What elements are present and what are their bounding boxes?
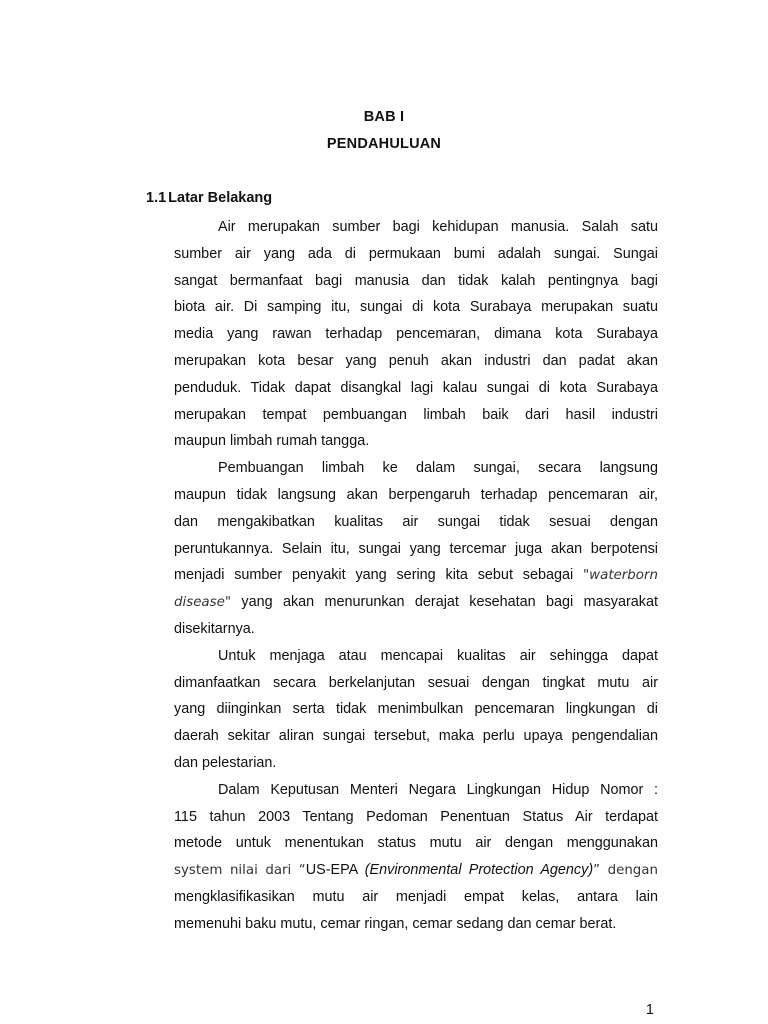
paragraph-1-line: maupun limbah rumah tangga. xyxy=(174,433,370,450)
paragraph-2-line xyxy=(174,562,658,589)
paragraph-1-line: Air merupakan sumber bagi kehidupan manusia. Salah satu xyxy=(218,219,658,235)
body-text xyxy=(174,214,658,938)
paragraph-3-line: dimanfaatkan secara berkelanjutan sesuai dengan tingkat mutu air xyxy=(174,674,658,691)
paragraph-4-line: memenuhi baku mutu, cemar ringan, cemar sedang dan cemar berat. xyxy=(174,915,617,932)
paragraph-1-line: biota air. Di samping itu, sungai di kota Surabaya merupakan suatu xyxy=(174,299,658,316)
paragraph-2-line: Pembuangan limbah ke dalam sungai, secara langsung xyxy=(218,460,658,477)
paragraph-4-line: 115 tahun 2003 Tentang Pedoman Penentuan Status Air terdapat xyxy=(174,808,658,825)
text-run: yang akan menurunkan derajat kesehatan bagi masyarakat xyxy=(231,594,658,611)
epa-term: US-EPA xyxy=(305,862,365,879)
disease-term: disease" xyxy=(174,595,232,611)
section-title: Latar Belakang xyxy=(168,190,273,206)
chapter-heading: BAB I xyxy=(363,109,405,125)
paragraph-4-line: Dalam Keputusan Menteri Negara Lingkungan Hidup Nomor : xyxy=(218,781,658,798)
paragraph-2-line: maupun tidak langsung akan berpengaruh terhadap pencemaran air, xyxy=(174,486,658,503)
paragraph-4-line xyxy=(174,857,658,884)
text-run: system nilai dari “ xyxy=(174,863,306,879)
section-heading xyxy=(146,190,272,206)
paragraph-4-line: mengklasifikasikan mutu air menjadi empat kelas, antara lain xyxy=(174,888,658,905)
paragraph-1-line: media yang rawan terhadap pencemaran, dimana kota Surabaya xyxy=(174,326,658,343)
page-number: 1 xyxy=(645,1002,654,1018)
paragraph-1-line: penduduk. Tidak dapat disangkal lagi kalau sungai di kota Surabaya xyxy=(174,379,658,396)
paragraph-1-line: sumber air yang ada di permukaan bumi adalah sungai. Sungai xyxy=(174,245,658,262)
chapter-title: PENDAHULUAN xyxy=(326,136,442,152)
paragraph-2-line: dan mengakibatkan kualitas air sungai tidak sesuai dengan xyxy=(174,513,658,530)
paragraph-4-line: metode untuk menentukan status mutu air dengan menggunakan xyxy=(174,835,658,852)
paragraph-2-line: peruntukannya. Selain itu, sungai yang tercemar juga akan berpotensi xyxy=(174,540,658,557)
epa-full-name: (Environmental Protection Agency) xyxy=(364,862,594,879)
text-run: ” dengan xyxy=(593,863,658,879)
paragraph-1-line: sangat bermanfaat bagi manusia dan tidak kalah pentingnya bagi xyxy=(174,272,658,289)
paragraph-2-line xyxy=(174,589,658,616)
waterborn-term: "waterborn xyxy=(583,568,658,584)
paragraph-1-line: merupakan kota besar yang penuh akan industri dan padat akan xyxy=(174,352,658,369)
text-run: menjadi sumber penyakit yang sering kita sebut sebagai xyxy=(174,567,583,584)
paragraph-1-line: merupakan tempat pembuangan limbah baik dari hasil industri xyxy=(174,406,658,423)
paragraph-2-line: disekitarnya. xyxy=(174,620,255,637)
paragraph-3-line: daerah sekitar aliran sungai tersebut, maka perlu upaya pengendalian xyxy=(174,728,658,745)
paragraph-3-line: dan pelestarian. xyxy=(174,754,277,771)
paragraph-3-line: Untuk menjaga atau mencapai kualitas air sehingga dapat xyxy=(218,647,658,664)
paragraph-3-line: yang diinginkan serta tidak menimbulkan pencemaran lingkungan di xyxy=(174,701,658,718)
section-number: 1.1 xyxy=(146,190,167,206)
